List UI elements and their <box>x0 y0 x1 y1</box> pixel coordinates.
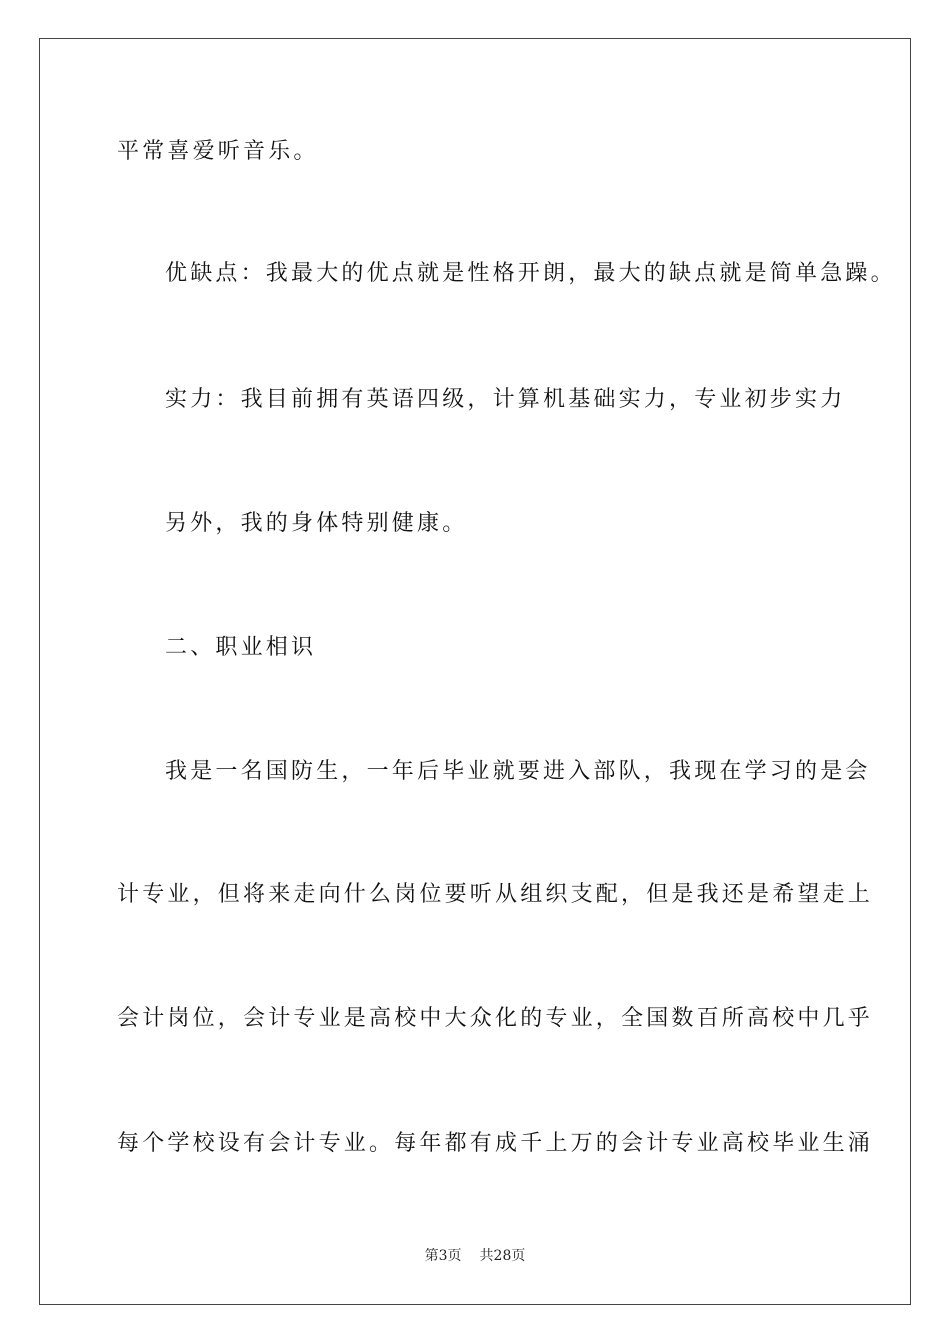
paragraph-line: 计专业，但将来走向什么岗位要听从组织支配，但是我还是希望走上 <box>117 882 874 907</box>
paragraph-line: 实力：我目前拥有英语四级，计算机基础实力，专业初步实力 <box>165 387 846 412</box>
paragraph-line: 另外，我的身体特别健康。 <box>165 511 468 536</box>
page-number: 第3页 <box>424 1248 462 1264</box>
paragraph-line: 我是一名国防生，一年后毕业就要进入部队，我现在学习的是会 <box>165 759 871 784</box>
paragraph-line: 优缺点：我最大的优点就是性格开朗，最大的缺点就是简单急躁。 <box>165 261 896 286</box>
paragraph-line: 会计岗位，会计专业是高校中大众化的专业，全国数百所高校中几乎 <box>117 1006 874 1031</box>
paragraph-line: 平常喜爱听音乐。 <box>117 139 319 164</box>
total-pages: 共28页 <box>479 1248 526 1264</box>
page-border <box>39 38 911 1305</box>
paragraph-line: 每个学校设有会计专业。每年都有成千上万的会计专业高校毕业生涌 <box>117 1131 874 1156</box>
section-heading: 二、职业相识 <box>165 635 317 660</box>
page-footer <box>0 1247 950 1265</box>
